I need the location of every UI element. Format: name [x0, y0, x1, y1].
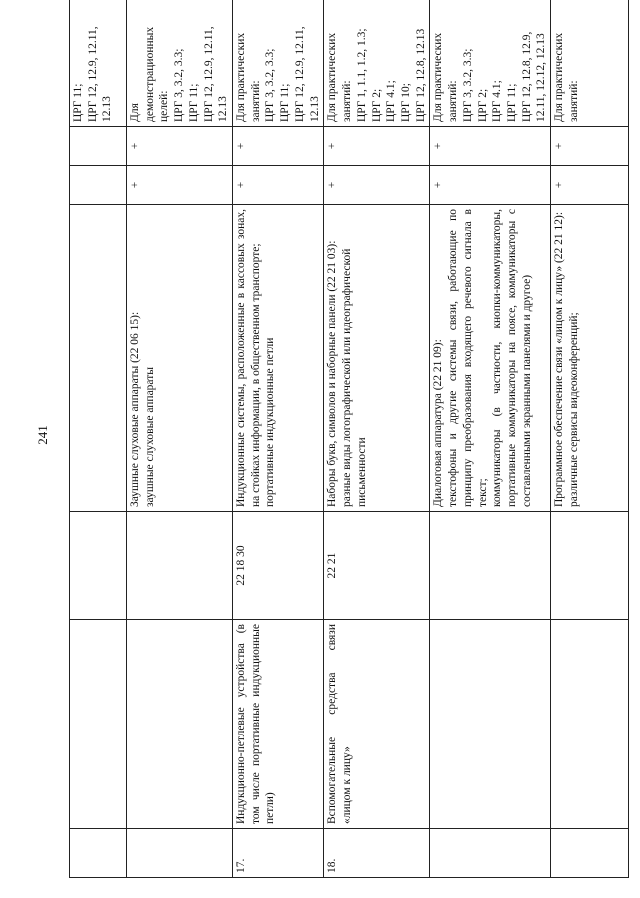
- row-number-cell: 17.: [233, 829, 324, 878]
- table-row: [70, 0, 127, 878]
- table-row: [551, 0, 629, 878]
- plus-cell-1: +: [430, 166, 551, 205]
- row-number-cell: [430, 829, 551, 878]
- table-row: [430, 0, 551, 878]
- note-line: ЦРГ 10;: [399, 83, 412, 122]
- note-line: ЦРГ 3, 3.2, 3.3;: [264, 48, 277, 122]
- items-cell: [127, 205, 233, 512]
- note-line: ЦРГ 11;: [279, 83, 292, 122]
- plus-cell-2: +: [551, 127, 629, 166]
- item-line: разные виды логографической или идеографической письменности: [341, 248, 368, 507]
- rehabilitation-table: [69, 0, 629, 878]
- plus-cell-1: +: [551, 166, 629, 205]
- items-cell: [233, 205, 324, 512]
- code-cell: [70, 512, 127, 620]
- item-line: Наборы букв, символов и наборные панели (22 21 03):: [326, 240, 339, 507]
- plus-cell-2: +: [324, 127, 430, 166]
- note-line: 12.13: [101, 96, 114, 122]
- note-line: демонстрационных: [143, 26, 156, 122]
- notes-cell: [551, 0, 629, 127]
- note-line: 12.13: [217, 96, 230, 122]
- note-line: Для практических: [235, 32, 248, 122]
- note-line: ЦРГ 12, 12.8, 12.13: [414, 28, 427, 122]
- note-line: ЦРГ 4.1;: [385, 80, 398, 122]
- note-line: ЦРГ 12, 12.9, 12.11,: [293, 26, 306, 122]
- product-cell: [430, 620, 551, 829]
- note-line: занятий:: [249, 80, 262, 122]
- item-line: заушные слуховые аппараты: [143, 367, 156, 507]
- items-cell: [430, 205, 551, 512]
- note-line: 12.13: [308, 96, 321, 122]
- code-cell: 22 21: [324, 512, 430, 620]
- note-line: ЦРГ 11;: [72, 83, 84, 122]
- item-line: текстофоны и другие системы связи, работающие по принципу преобразования входящего речевого сигнала в текст;: [447, 209, 489, 507]
- table-row: [233, 0, 324, 878]
- item-line: портативные индукционные петли: [264, 337, 277, 507]
- note-line: ЦРГ 1, 1.1, 1.2, 1.3;: [355, 28, 368, 122]
- page-number: 241: [35, 425, 50, 445]
- note-line: Для практических: [553, 32, 566, 122]
- row-number-cell: 18.: [324, 829, 430, 878]
- row-number-cell: [127, 829, 233, 878]
- row-number-cell: [551, 829, 629, 878]
- product-cell: Индукционно-петлевые устройства (в том числе портативные индукционные петли): [233, 620, 324, 829]
- note-line: 12.11, 12.12, 12.13: [535, 33, 548, 122]
- code-cell: [551, 512, 629, 620]
- code-cell: [127, 512, 233, 620]
- item-line: Программное обеспечение связи «лицом к лицу» (22 21 12):: [553, 211, 566, 507]
- plus-cell-2: +: [233, 127, 324, 166]
- item-line: Диалоговая аппаратура (22 21 09):: [432, 339, 445, 507]
- note-line: ЦРГ 2;: [370, 88, 383, 122]
- note-line: занятий:: [567, 80, 580, 122]
- notes-cell: [70, 0, 127, 127]
- notes-cell: [127, 0, 233, 127]
- product-cell: Вспомогательные средства связи «лицом к лицу»: [324, 620, 430, 829]
- plus-cell-1: +: [324, 166, 430, 205]
- item-line: Индукционные системы, расположенные в кассовых зонах, на стойках информации, в общественном транспорте;: [235, 209, 262, 507]
- note-line: занятий:: [341, 80, 354, 122]
- code-cell: 22 18 30: [233, 512, 324, 620]
- items-cell: [551, 205, 629, 512]
- plus-cell-1: +: [233, 166, 324, 205]
- item-line: Заушные слуховые аппараты (22 06 15):: [129, 311, 141, 507]
- items-cell: [324, 205, 430, 512]
- notes-cell: [233, 0, 324, 127]
- plus-cell-2: +: [430, 127, 551, 166]
- product-cell: [127, 620, 233, 829]
- note-line: ЦРГ 11;: [505, 83, 518, 122]
- note-line: Для: [129, 103, 141, 122]
- plus-cell-2: [70, 127, 127, 166]
- table-row: [127, 0, 233, 878]
- notes-cell: [324, 0, 430, 127]
- note-line: ЦРГ 2;: [476, 88, 489, 122]
- product-cell: [551, 620, 629, 829]
- note-line: ЦРГ 11;: [187, 83, 200, 122]
- item-line: коммуникаторы (в частности, кнопки-коммуникаторы, портативные коммуникаторы на поясе, коммуникаторы с составленными экранными панелями и другое): [491, 209, 533, 507]
- note-line: ЦРГ 3, 3.2, 3.3;: [461, 48, 474, 122]
- product-cell: [70, 620, 127, 829]
- note-line: Для практических: [432, 32, 445, 122]
- code-cell: [430, 512, 551, 620]
- plus-cell-1: [70, 166, 127, 205]
- row-number-cell: [70, 829, 127, 878]
- note-line: занятий:: [447, 80, 460, 122]
- note-line: ЦРГ 12, 12.9, 12.11,: [202, 26, 215, 122]
- note-line: ЦРГ 3, 3.2, 3.3;: [173, 48, 186, 122]
- note-line: целей:: [158, 90, 171, 122]
- plus-cell-1: +: [127, 166, 233, 205]
- item-line: различные сервисы видеоконференций;: [567, 312, 580, 507]
- note-line: ЦРГ 12, 12.9, 12.11,: [86, 26, 99, 122]
- table-row: [324, 0, 430, 878]
- rotated-table-wrapper: [69, 26, 580, 878]
- plus-cell-2: +: [127, 127, 233, 166]
- note-line: ЦРГ 12, 12.8, 12.9,: [520, 31, 533, 122]
- note-line: ЦРГ 4.1;: [491, 80, 504, 122]
- notes-cell: [430, 0, 551, 127]
- note-line: Для практических: [326, 32, 339, 122]
- items-cell: [70, 205, 127, 512]
